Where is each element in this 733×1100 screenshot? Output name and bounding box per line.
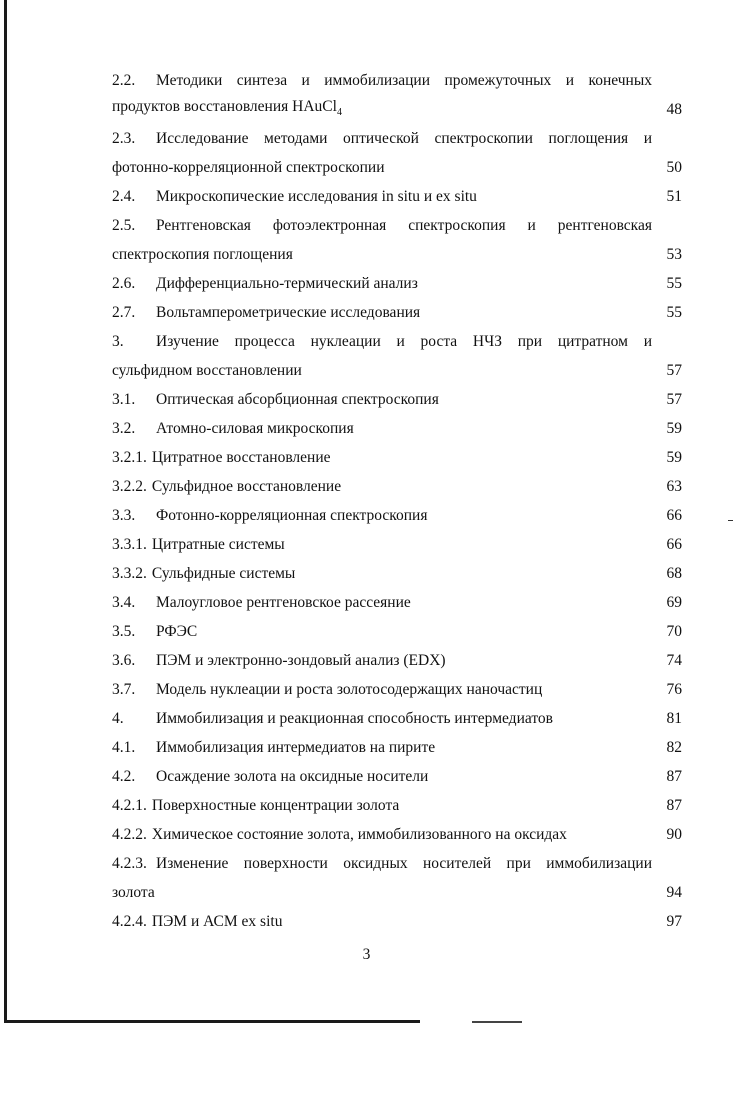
toc-entry-number: 2.6. — [112, 275, 136, 292]
toc-entry — [112, 269, 682, 298]
toc-page-number: 63 — [666, 478, 682, 495]
toc-entry-title: Микроскопические исследования in situ и ex situ — [156, 188, 477, 205]
toc-entry-number: 3.2.1. — [112, 449, 147, 466]
toc-page-number: 55 — [666, 275, 682, 292]
scan-mark — [728, 520, 733, 521]
toc-entry-number: 3.3. — [112, 507, 136, 524]
subscript: 4 — [336, 107, 342, 119]
scan-edge-bottom — [4, 1020, 420, 1023]
toc-entry-title: РФЭС — [156, 623, 198, 640]
toc-entry-number: 4.2.4. — [112, 913, 147, 930]
toc-entry-number: 3.1. — [112, 391, 136, 408]
toc-entry-number: 4. — [112, 710, 124, 727]
toc-page-number: 66 — [666, 536, 682, 553]
toc-page-number: 87 — [666, 797, 682, 814]
toc-entry-title: Методики синтеза и иммобилизации промежуточных и конечных — [156, 72, 652, 89]
toc-page-number: 68 — [666, 565, 682, 582]
toc-entry-number: 2.4. — [112, 188, 136, 205]
toc-page-number: 87 — [666, 768, 682, 785]
toc-entry-title: Химическое состояние золота, иммобилизованного на оксидах — [151, 826, 567, 843]
toc-page-number: 59 — [666, 420, 682, 437]
toc-page-number: 55 — [666, 304, 682, 321]
toc-page-number: 50 — [666, 159, 682, 176]
toc-entry — [112, 530, 682, 559]
toc-entry-number: 4.2.3. — [112, 855, 147, 872]
toc-entry — [112, 791, 682, 820]
toc-entry-title: Фотонно-корреляционная спектроскопия — [156, 507, 428, 524]
toc-page-number: 76 — [666, 681, 682, 698]
toc-entry-title-continued: фотонно-корреляционной спектроскопии — [112, 159, 385, 176]
toc-entry — [112, 385, 682, 414]
toc-entry-title: Дифференциально-термический анализ — [156, 275, 418, 292]
toc-page-number: 57 — [666, 391, 682, 408]
toc-entry-title-continued: сульфидном восстановлении — [112, 362, 302, 379]
toc-entry-number: 4.1. — [112, 739, 136, 756]
toc-entry-number: 3.6. — [112, 652, 136, 669]
toc-entry-line — [112, 878, 682, 907]
page-number: 3 — [362, 946, 371, 963]
toc-entry-number: 2.2. — [112, 72, 136, 89]
toc-entry-number: 2.7. — [112, 304, 136, 321]
toc-entry — [112, 414, 682, 443]
toc-entry-title: Иммобилизация и реакционная способность интермедиатов — [156, 710, 553, 727]
toc-entry — [112, 617, 682, 646]
toc-entry-title: Исследование методами оптической спектроскопии поглощения и — [156, 130, 652, 147]
toc-entry-number: 3.2.2. — [112, 478, 147, 495]
toc-entry — [112, 182, 682, 211]
toc-page-number: 74 — [666, 652, 682, 669]
toc-entry-number: 3.7. — [112, 681, 136, 698]
toc-entry-title-continued: спектроскопия поглощения — [112, 246, 293, 263]
toc-entry-title: ПЭМ и АСМ ex situ — [151, 913, 283, 930]
toc-entry — [112, 501, 682, 530]
toc-entry-number: 3.2. — [112, 420, 136, 437]
toc-page-number: 48 — [666, 101, 682, 118]
toc-entry-number: 3. — [112, 333, 124, 350]
toc-entry-title: Сульфидное восстановление — [151, 478, 342, 495]
toc-entry — [112, 472, 682, 501]
toc-entry-title: Изучение процесса нуклеации и роста НЧЗ при цитратном и — [156, 333, 652, 350]
toc-entry-title: Вольтамперометрические исследования — [156, 304, 421, 321]
toc-entry — [112, 298, 682, 327]
toc-page-number: 70 — [666, 623, 682, 640]
toc-entry-line — [112, 124, 682, 153]
toc-entry — [112, 704, 682, 733]
toc-page-number: 53 — [666, 246, 682, 263]
toc-entry-title: ПЭМ и электронно-зондовый анализ (EDX) — [156, 652, 446, 669]
toc-entry-title: Осаждение золота на оксидные носители — [156, 768, 429, 785]
scan-edge-bottom-fragment — [472, 1021, 522, 1023]
toc-page-number: 69 — [666, 594, 682, 611]
toc-entry-title: Модель нуклеации и роста золотосодержащих наночастиц — [156, 681, 543, 698]
toc-entry — [112, 675, 682, 704]
toc-entry-line — [112, 240, 682, 269]
toc-entry-title: Цитратное восстановление — [151, 449, 331, 466]
toc-entry-number: 3.5. — [112, 623, 136, 640]
toc-entry-title: Иммобилизация интермедиатов на пирите — [156, 739, 436, 756]
toc-entry-number: 2.3. — [112, 130, 136, 147]
table-of-contents — [112, 66, 682, 936]
scan-edge-left — [4, 0, 7, 1022]
toc-entry — [112, 820, 682, 849]
toc-page-number: 81 — [666, 710, 682, 727]
toc-entry-title: Поверхностные концентрации золота — [151, 797, 400, 814]
toc-entry-title: Рентгеновская фотоэлектронная спектроскопия и рентгеновская — [156, 217, 652, 234]
toc-entry-title: Цитратные системы — [151, 536, 285, 553]
toc-entry-line — [112, 95, 682, 124]
toc-page-number: 66 — [666, 507, 682, 524]
toc-entry — [112, 733, 682, 762]
toc-entry-title-continued: продуктов восстановления HAuCl — [112, 97, 337, 115]
toc-entry-number: 4.2. — [112, 768, 136, 785]
toc-entry-line — [112, 211, 682, 240]
toc-entry — [112, 443, 682, 472]
toc-entry-number: 3.3.2. — [112, 565, 147, 582]
toc-page-number: 94 — [666, 884, 682, 901]
toc-page-number: 82 — [666, 739, 682, 756]
toc-entry-line — [112, 849, 682, 878]
toc-entry-line — [112, 327, 682, 356]
toc-entry-title-continued: золота — [112, 884, 155, 901]
toc-page-number: 97 — [666, 913, 682, 930]
toc-entry-number: 3.4. — [112, 594, 136, 611]
toc-entry-title: Оптическая абсорбционная спектроскопия — [156, 391, 439, 408]
toc-entry-number: 4.2.1. — [112, 797, 147, 814]
toc-entry-line — [112, 153, 682, 182]
toc-entry-title: Малоугловое рентгеновское рассеяние — [156, 594, 411, 611]
toc-entry-line — [112, 66, 682, 95]
toc-entry-number: 4.2.2. — [112, 826, 147, 843]
toc-page-number: 90 — [666, 826, 682, 843]
toc-entry — [112, 762, 682, 791]
toc-page-number: 59 — [666, 449, 682, 466]
toc-entry — [112, 907, 682, 936]
toc-entry-title: Изменение поверхности оксидных носителей при иммобилизации — [156, 855, 652, 872]
toc-entry-number: 3.3.1. — [112, 536, 147, 553]
toc-entry-line — [112, 356, 682, 385]
toc-entry-title: Атомно-силовая микроскопия — [156, 420, 354, 437]
toc-entry — [112, 646, 682, 675]
toc-page-number: 51 — [666, 188, 682, 205]
toc-entry-number: 2.5. — [112, 217, 136, 234]
toc-entry — [112, 588, 682, 617]
toc-entry — [112, 559, 682, 588]
toc-entry-title: Сульфидные системы — [151, 565, 296, 582]
toc-page-number: 57 — [666, 362, 682, 379]
